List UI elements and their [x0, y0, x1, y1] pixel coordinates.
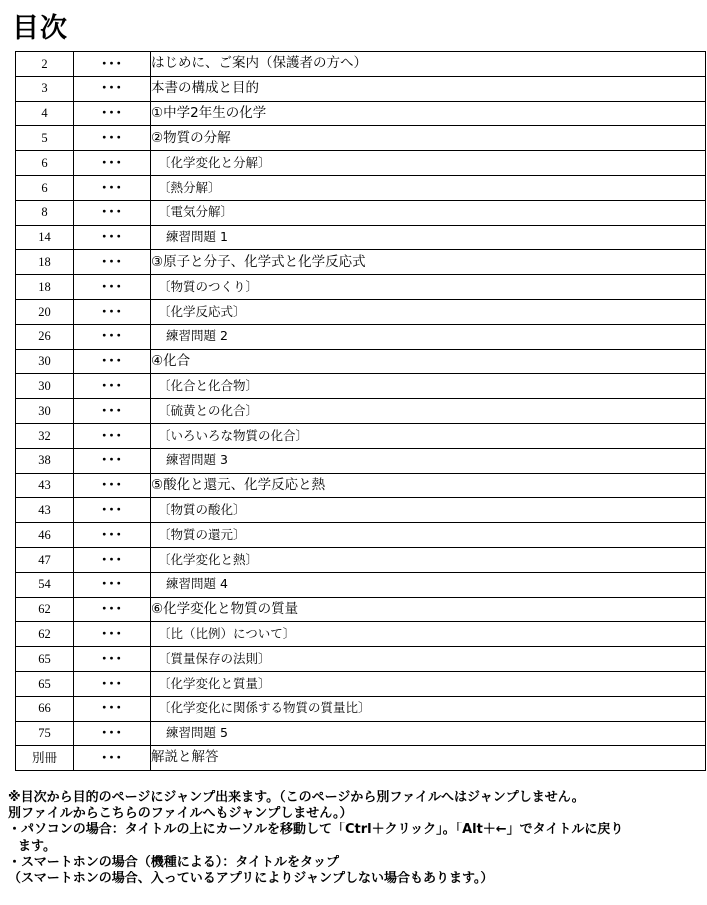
toc-leader-dots: ･･･	[74, 250, 151, 275]
toc-leader-dots: ･･･	[74, 572, 151, 597]
toc-row[interactable]	[16, 473, 706, 498]
toc-title-link[interactable]: 〔化学反応式〕	[151, 299, 706, 324]
toc-title-link[interactable]: 〔いろいろな物質の化合〕	[151, 423, 706, 448]
toc-row[interactable]	[16, 126, 706, 151]
toc-row[interactable]	[16, 52, 706, 77]
toc-title-link[interactable]: 〔物質のつくり〕	[151, 275, 706, 300]
toc-page-number: 20	[16, 299, 74, 324]
toc-row[interactable]	[16, 275, 706, 300]
toc-page-number: 18	[16, 275, 74, 300]
toc-leader-dots: ･･･	[74, 225, 151, 250]
toc-page-number: 66	[16, 696, 74, 721]
toc-page-number: 75	[16, 721, 74, 746]
toc-title-link[interactable]: 本書の構成と目的	[151, 76, 706, 101]
toc-row[interactable]	[16, 547, 706, 572]
toc-title-link[interactable]: 〔化学変化に関係する物質の質量比〕	[151, 696, 706, 721]
toc-leader-dots: ･･･	[74, 547, 151, 572]
toc-page-number: 30	[16, 399, 74, 424]
toc-page-number: 30	[16, 374, 74, 399]
toc-page-number: 65	[16, 647, 74, 672]
toc-row[interactable]	[16, 200, 706, 225]
toc-title-link[interactable]: ⑤酸化と還元、化学反応と熱	[151, 473, 706, 498]
toc-page-number: 43	[16, 498, 74, 523]
toc-page-number: 38	[16, 448, 74, 473]
toc-page-number: 4	[16, 101, 74, 126]
toc-page-number: 6	[16, 151, 74, 176]
toc-title-link[interactable]: 〔化学変化と質量〕	[151, 671, 706, 696]
toc-leader-dots: ･･･	[74, 696, 151, 721]
toc-title-link[interactable]: 練習問題 2	[151, 324, 706, 349]
toc-page-number: 18	[16, 250, 74, 275]
toc-page-number: 46	[16, 523, 74, 548]
toc-title-link[interactable]: 練習問題 1	[151, 225, 706, 250]
toc-leader-dots: ･･･	[74, 126, 151, 151]
toc-leader-dots: ･･･	[74, 175, 151, 200]
toc-page-number: 65	[16, 671, 74, 696]
toc-row[interactable]	[16, 324, 706, 349]
toc-leader-dots: ･･･	[74, 275, 151, 300]
toc-leader-dots: ･･･	[74, 721, 151, 746]
toc-body	[16, 52, 706, 771]
toc-title-link[interactable]: ⑥化学変化と物質の質量	[151, 597, 706, 622]
toc-title-link[interactable]: はじめに、ご案内（保護者の方へ）	[151, 52, 706, 77]
toc-page-number: 62	[16, 597, 74, 622]
toc-row[interactable]	[16, 423, 706, 448]
toc-leader-dots: ･･･	[74, 473, 151, 498]
toc-leader-dots: ･･･	[74, 52, 151, 77]
toc-title-link[interactable]: ②物質の分解	[151, 126, 706, 151]
note-line: ・スマートホンの場合（機種による）：タイトルをタップ	[8, 854, 339, 870]
toc-row[interactable]	[16, 399, 706, 424]
toc-row[interactable]	[16, 498, 706, 523]
toc-row[interactable]	[16, 76, 706, 101]
toc-page-number: 54	[16, 572, 74, 597]
toc-row[interactable]	[16, 374, 706, 399]
toc-leader-dots: ･･･	[74, 76, 151, 101]
toc-row[interactable]	[16, 175, 706, 200]
toc-row[interactable]	[16, 597, 706, 622]
toc-page-number: 43	[16, 473, 74, 498]
toc-leader-dots: ･･･	[74, 423, 151, 448]
toc-page-number: 3	[16, 76, 74, 101]
toc-row[interactable]	[16, 349, 706, 374]
toc-leader-dots: ･･･	[74, 374, 151, 399]
toc-title-link[interactable]: ③原子と分子、化学式と化学反応式	[151, 250, 706, 275]
toc-leader-dots: ･･･	[74, 523, 151, 548]
toc-title-link[interactable]: 〔化学変化と熱〕	[151, 547, 706, 572]
toc-leader-dots: ･･･	[74, 597, 151, 622]
toc-title-link[interactable]: 〔化学変化と分解〕	[151, 151, 706, 176]
toc-title-link[interactable]: 練習問題 4	[151, 572, 706, 597]
note-line: ・パソコンの場合：タイトルの上にカーソルを移動して「Ctrl＋クリック」。「Alt＋←」でタイトルに戻り	[8, 822, 624, 838]
page-title: 目次	[12, 13, 68, 44]
toc-title-link[interactable]: 〔硫黄との化合〕	[151, 399, 706, 424]
toc-page-number: 47	[16, 547, 74, 572]
toc-leader-dots: ･･･	[74, 101, 151, 126]
toc-row[interactable]	[16, 622, 706, 647]
toc-title-link[interactable]: 〔比（比例）について〕	[151, 622, 706, 647]
toc-row[interactable]	[16, 299, 706, 324]
toc-title-link[interactable]: ①中学2年生の化学	[151, 101, 706, 126]
toc-page-number: 32	[16, 423, 74, 448]
toc-row[interactable]	[16, 151, 706, 176]
toc-leader-dots: ･･･	[74, 448, 151, 473]
toc-leader-dots: ･･･	[74, 399, 151, 424]
toc-row[interactable]	[16, 523, 706, 548]
toc-title-link[interactable]: 練習問題 5	[151, 721, 706, 746]
toc-row[interactable]	[16, 746, 706, 771]
note-line: ます。	[18, 838, 56, 854]
toc-title-link[interactable]: 〔化合と化合物〕	[151, 374, 706, 399]
toc-title-link[interactable]: 解説と解答	[151, 746, 706, 771]
toc-leader-dots: ･･･	[74, 324, 151, 349]
toc-title-link[interactable]: 〔熱分解〕	[151, 175, 706, 200]
toc-row[interactable]	[16, 101, 706, 126]
toc-row[interactable]	[16, 572, 706, 597]
toc-page-number: 62	[16, 622, 74, 647]
toc-leader-dots: ･･･	[74, 647, 151, 672]
toc-page-number: 6	[16, 175, 74, 200]
toc-title-link[interactable]: ④化合	[151, 349, 706, 374]
toc-title-link[interactable]: 〔電気分解〕	[151, 200, 706, 225]
toc-row[interactable]	[16, 671, 706, 696]
toc-row[interactable]	[16, 448, 706, 473]
toc-row[interactable]	[16, 696, 706, 721]
toc-page-number: 5	[16, 126, 74, 151]
toc-leader-dots: ･･･	[74, 151, 151, 176]
toc-title-link[interactable]: 〔物質の還元〕	[151, 523, 706, 548]
toc-page-number: 30	[16, 349, 74, 374]
toc-page-number: 2	[16, 52, 74, 77]
toc-row[interactable]	[16, 250, 706, 275]
toc-page-number: 26	[16, 324, 74, 349]
toc-row[interactable]	[16, 647, 706, 672]
toc-leader-dots: ･･･	[74, 622, 151, 647]
toc-leader-dots: ･･･	[74, 200, 151, 225]
toc-leader-dots: ･･･	[74, 299, 151, 324]
toc-table	[15, 51, 706, 771]
toc-page-number: 別冊	[16, 746, 74, 771]
toc-title-link[interactable]: 練習問題 3	[151, 448, 706, 473]
toc-page-number: 14	[16, 225, 74, 250]
usage-notes	[8, 790, 703, 887]
toc-title-link[interactable]: 〔物質の酸化〕	[151, 498, 706, 523]
toc-leader-dots: ･･･	[74, 498, 151, 523]
toc-leader-dots: ･･･	[74, 349, 151, 374]
toc-row[interactable]	[16, 225, 706, 250]
note-line: （スマートホンの場合、入っているアプリによりジャンプしない場合もあります。）	[8, 871, 494, 887]
toc-row[interactable]	[16, 721, 706, 746]
toc-page-number: 8	[16, 200, 74, 225]
note-line: 別ファイルからこちらのファイルへもジャンプしません。）	[8, 806, 353, 822]
note-line: ※目次から目的のページにジャンプ出来ます。（このページから別ファイルへはジャンプしません。	[8, 790, 585, 805]
toc-leader-dots: ･･･	[74, 746, 151, 771]
toc-leader-dots: ･･･	[74, 671, 151, 696]
toc-title-link[interactable]: 〔質量保存の法則〕	[151, 647, 706, 672]
